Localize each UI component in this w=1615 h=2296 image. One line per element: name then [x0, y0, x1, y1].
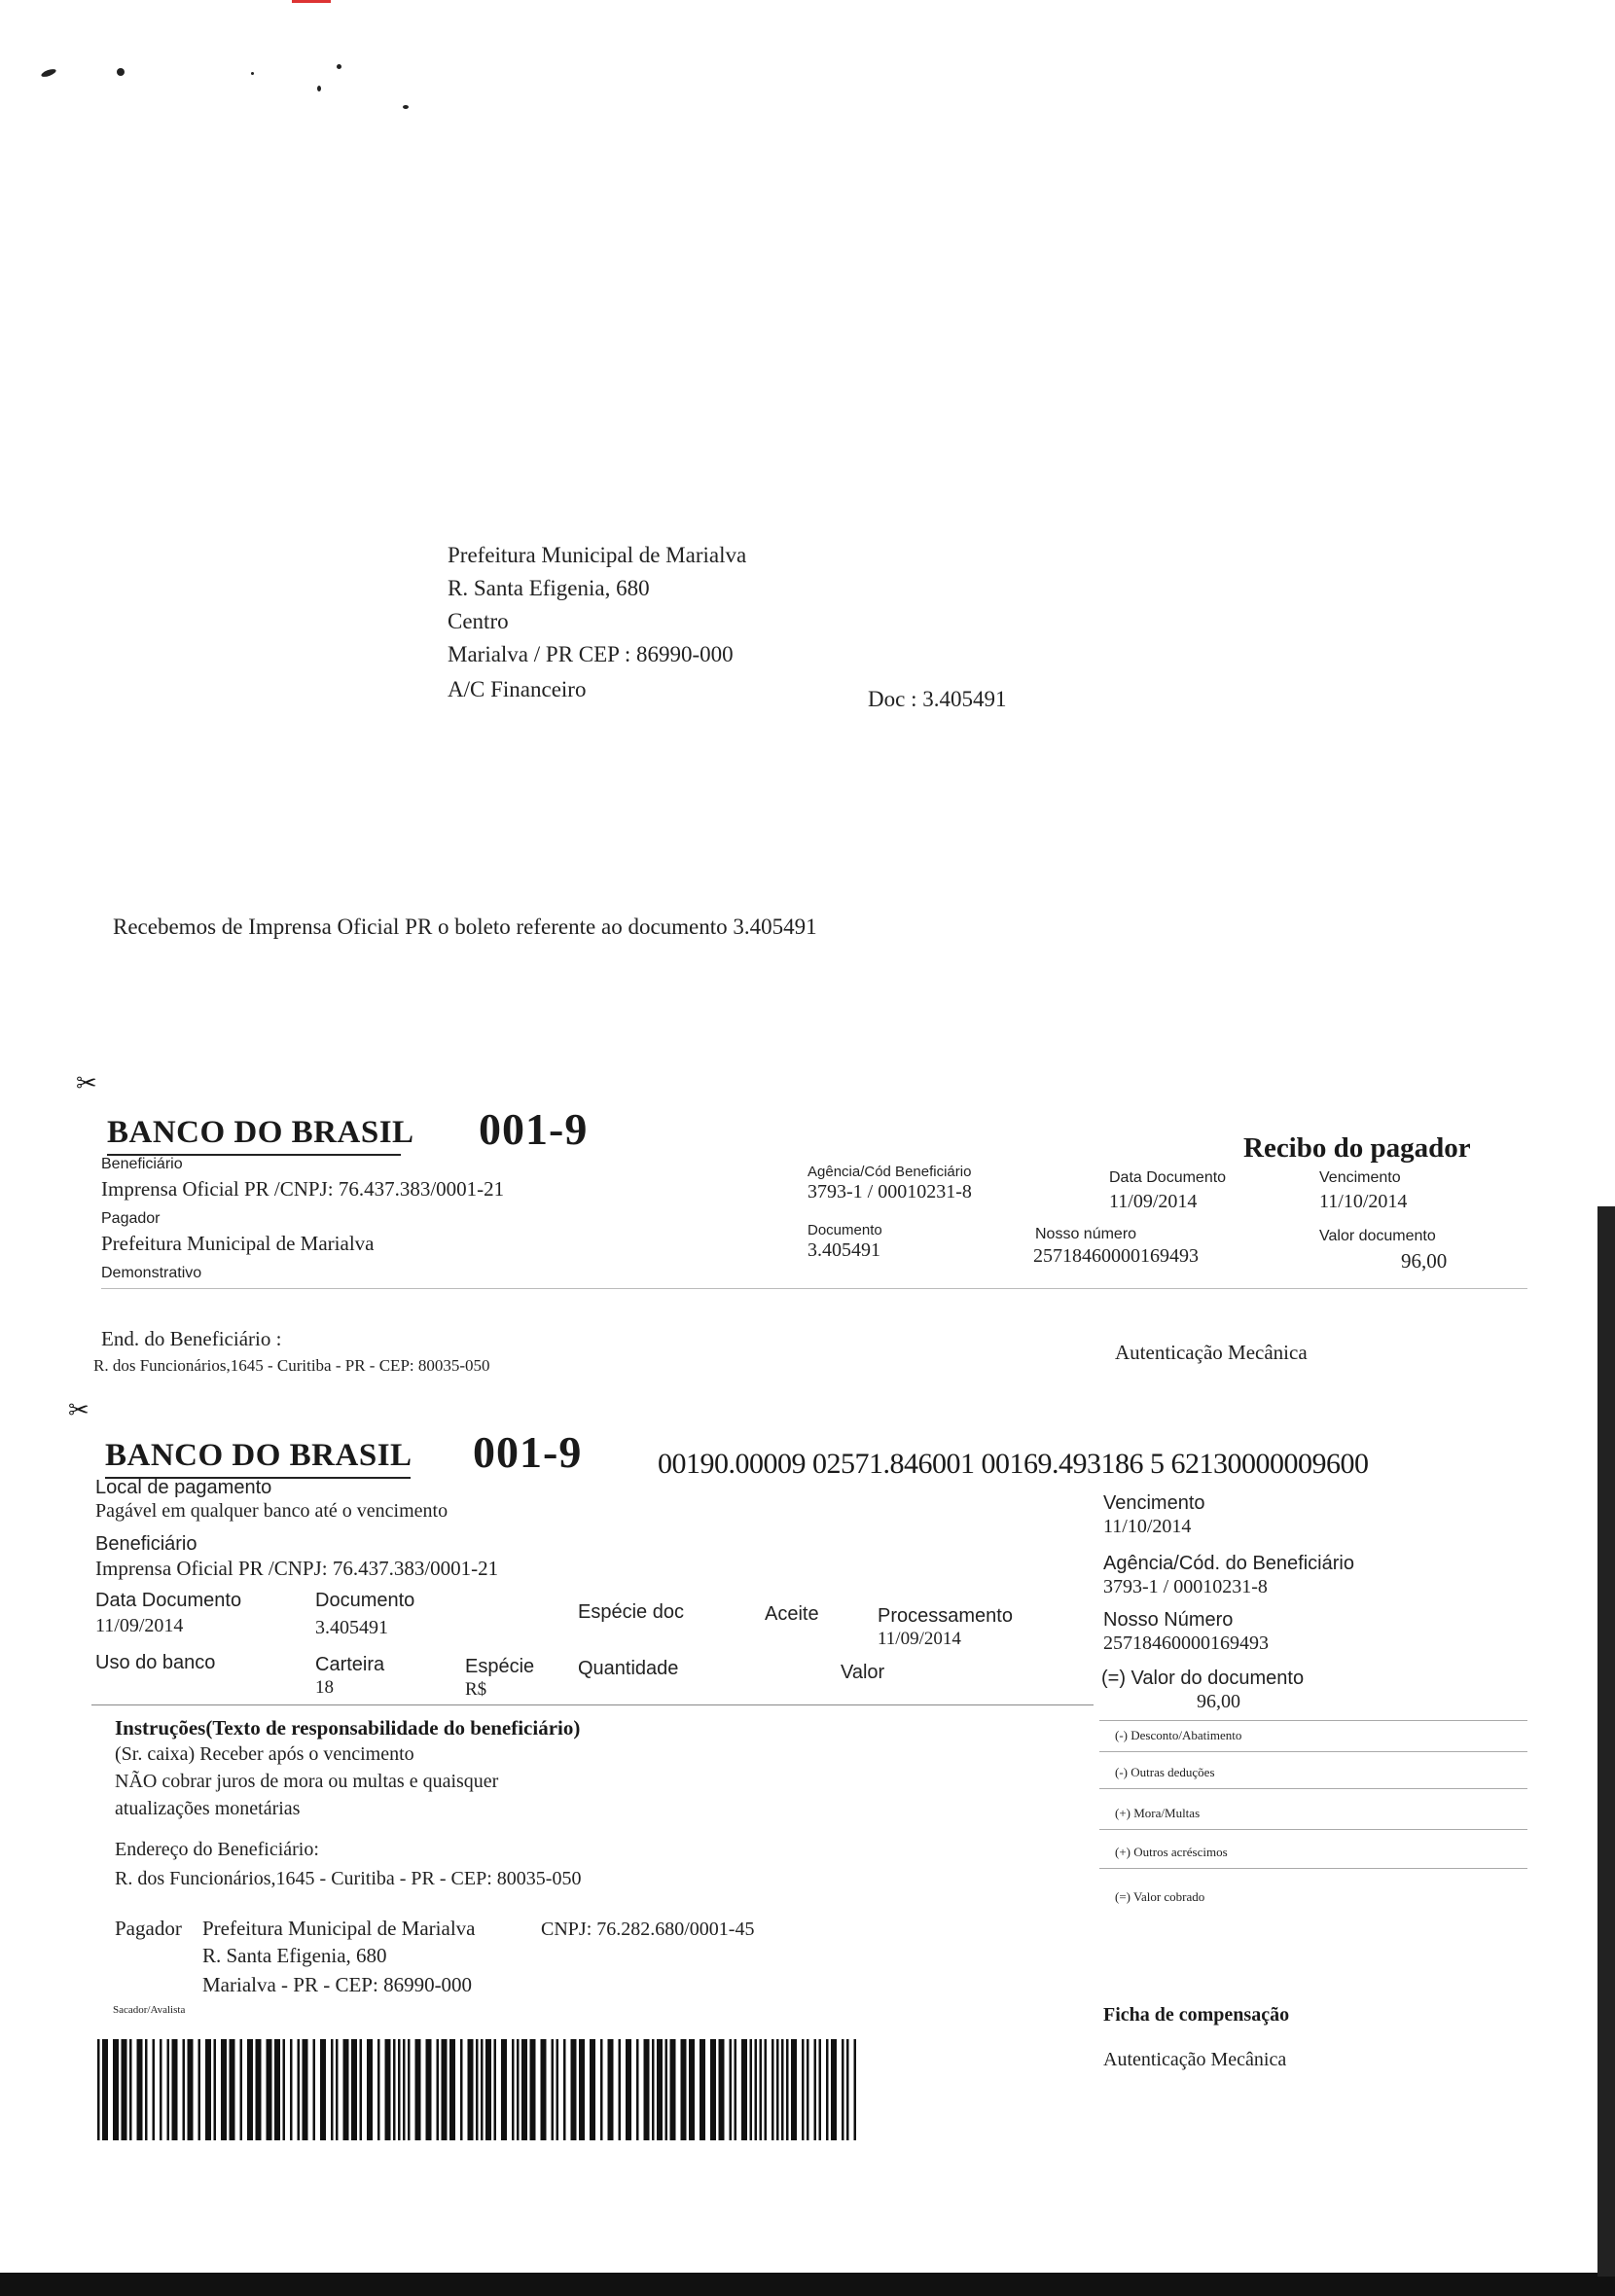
receipt-statement: Recebemos de Imprensa Oficial PR o boleto referente ao documento 3.405491 — [113, 915, 817, 939]
barcode-bar — [802, 2039, 805, 2140]
barcode-bar — [719, 2039, 725, 2140]
agencia-value: 3793-1 / 00010231-8 — [808, 1181, 972, 1202]
barcode-bar — [772, 2039, 774, 2140]
barcode-bar — [730, 2039, 733, 2140]
divider — [101, 1288, 1527, 1289]
scan-mark — [337, 64, 341, 69]
barcode-bar — [385, 2039, 391, 2140]
barcode-bar — [247, 2039, 253, 2140]
nosso-numero-label: Nosso Número — [1103, 1609, 1234, 1631]
barcode-bar — [351, 2039, 357, 2140]
beneficiario-value: Imprensa Oficial PR /CNPJ: 76.437.383/0001-21 — [101, 1177, 505, 1201]
scan-border — [0, 2273, 1615, 2296]
bank-name: BANCO DO BRASIL — [105, 1438, 413, 1473]
scissors-icon: ✂ — [76, 1068, 97, 1097]
barcode-bar — [403, 2039, 406, 2140]
pagador-cnpj: CNPJ: 76.282.680/0001-45 — [541, 1919, 755, 1940]
barcode-bar — [781, 2039, 784, 2140]
barcode-bar — [298, 2039, 301, 2140]
barcode-bar — [367, 2039, 373, 2140]
barcode-bar — [481, 2039, 484, 2140]
valor-documento-value: 96,00 — [1197, 1691, 1240, 1712]
barcode-bar — [826, 2039, 829, 2140]
local-pagamento-value: Pagável em qualquer banco até o vencimento — [95, 1500, 449, 1522]
beneficiario-label: Beneficiário — [101, 1156, 183, 1172]
endereco-label: Endereço do Beneficiário: — [115, 1839, 319, 1860]
divider — [91, 1704, 1094, 1705]
address-doc: Doc : 3.405491 — [868, 687, 1007, 711]
barcode-bar — [517, 2039, 520, 2140]
pagador-line-3: Marialva - PR - CEP: 86990-000 — [202, 1973, 473, 1996]
barcode-bar — [652, 2039, 655, 2140]
valor-documento-value: 96,00 — [1401, 1249, 1448, 1273]
address-line-4: Marialva / PR CEP : 86990-000 — [448, 642, 734, 666]
barcode-bar — [501, 2039, 507, 2140]
barcode-bar — [476, 2039, 479, 2140]
demonstrativo-label: Demonstrativo — [101, 1265, 202, 1281]
barcode-bar — [331, 2039, 334, 2140]
especie-doc-label: Espécie doc — [578, 1601, 684, 1623]
barcode-bar — [665, 2039, 668, 2140]
barcode-bar — [636, 2039, 639, 2140]
especie-value: R$ — [465, 1679, 487, 1700]
barcode-bar — [814, 2039, 817, 2140]
barcode-bar — [700, 2039, 705, 2140]
documento-value: 3.405491 — [315, 1617, 388, 1638]
barcode-bar — [283, 2039, 286, 2140]
valor-label: Valor — [841, 1662, 885, 1683]
uso-banco-label: Uso do banco — [95, 1652, 216, 1673]
vencimento-value: 11/10/2014 — [1103, 1516, 1192, 1537]
barcode-bar — [755, 2039, 758, 2140]
barcode-bar — [415, 2039, 421, 2140]
barcode-bar — [122, 2039, 127, 2140]
agencia-label: Agência/Cód Beneficiário — [808, 1164, 972, 1180]
barcode-bar — [408, 2039, 411, 2140]
scan-border — [1597, 1206, 1615, 2277]
address-line-2: R. Santa Efigenia, 680 — [448, 576, 650, 600]
barcode — [97, 2039, 866, 2140]
barcode-bar — [343, 2039, 349, 2140]
especie-label: Espécie — [465, 1656, 535, 1677]
valor-documento-label: (=) Valor do documento — [1101, 1668, 1305, 1689]
barcode-bar — [819, 2039, 822, 2140]
desconto-label: (-) Desconto/Abatimento — [1115, 1728, 1242, 1742]
vencimento-value: 11/10/2014 — [1319, 1191, 1408, 1212]
barcode-bar — [776, 2039, 779, 2140]
barcode-bar — [741, 2039, 747, 2140]
barcode-bar — [468, 2039, 474, 2140]
barcode-bar — [760, 2039, 763, 2140]
barcode-bar — [530, 2039, 536, 2140]
pagador-line-1: Prefeitura Municipal de Marialva — [202, 1917, 476, 1940]
sacador-avalista-label: Sacador/Avalista — [113, 2004, 186, 2016]
barcode-bar — [600, 2039, 603, 2140]
barcode-bar — [313, 2039, 316, 2140]
barcode-bar — [336, 2039, 339, 2140]
barcode-bar — [377, 2039, 380, 2140]
barcode-bar — [274, 2039, 280, 2140]
bank-code: 001-9 — [479, 1104, 589, 1154]
address-line-3: Centro — [448, 609, 509, 633]
divider — [1099, 1720, 1527, 1721]
barcode-bar — [188, 2039, 194, 2140]
outras-deducoes-label: (-) Outras deduções — [1115, 1765, 1215, 1779]
nosso-numero-value: 25718460000169493 — [1033, 1245, 1199, 1267]
nosso-numero-value: 25718460000169493 — [1103, 1632, 1269, 1654]
scissors-icon: ✂ — [68, 1395, 90, 1424]
barcode-bar — [541, 2039, 547, 2140]
bank-code: 001-9 — [473, 1427, 583, 1477]
instrucoes-line-2: NÃO cobrar juros de mora ou multas e quaisquer — [115, 1771, 499, 1792]
vencimento-label: Vencimento — [1319, 1169, 1401, 1186]
barcode-bar — [791, 2039, 797, 2140]
instrucoes-line-3: atualizações monetárias — [115, 1798, 301, 1819]
barcode-bar — [689, 2039, 695, 2140]
carteira-value: 18 — [315, 1677, 334, 1698]
nosso-numero-label: Nosso número — [1035, 1226, 1137, 1242]
quantidade-label: Quantidade — [578, 1658, 679, 1679]
barcode-bar — [172, 2039, 178, 2140]
scan-mark — [40, 67, 56, 78]
valor-cobrado-label: (=) Valor cobrado — [1115, 1889, 1205, 1904]
mora-multas-label: (+) Mora/Multas — [1115, 1806, 1201, 1820]
barcode-bar — [644, 2039, 650, 2140]
vencimento-label: Vencimento — [1103, 1492, 1205, 1514]
data-documento-value: 11/09/2014 — [1109, 1191, 1198, 1212]
barcode-bar — [735, 2039, 737, 2140]
barcode-bar — [626, 2039, 631, 2140]
documento-label: Documento — [315, 1590, 415, 1611]
barcode-bar — [579, 2039, 585, 2140]
barcode-bar — [854, 2039, 857, 2140]
barcode-bar — [786, 2039, 789, 2140]
scan-mark — [317, 86, 321, 91]
barcode-bar — [619, 2039, 622, 2140]
barcode-bar — [137, 2039, 143, 2140]
end-beneficiario-value: R. dos Funcionários,1645 - Curitiba - PR - CEP: 80035-050 — [93, 1356, 490, 1375]
barcode-bar — [160, 2039, 162, 2140]
scan-mark — [292, 0, 331, 3]
barcode-bar — [183, 2039, 186, 2140]
barcode-bar — [485, 2039, 491, 2140]
endereco-value: R. dos Funcionários,1645 - Curitiba - PR - CEP: 80035-050 — [115, 1868, 582, 1889]
pagador-label: Pagador — [101, 1210, 161, 1227]
barcode-bar — [563, 2039, 566, 2140]
barcode-bar — [521, 2039, 527, 2140]
beneficiario-value: Imprensa Oficial PR /CNPJ: 76.437.383/0001-21 — [95, 1557, 499, 1580]
barcode-bar — [393, 2039, 396, 2140]
barcode-bar — [442, 2039, 448, 2140]
divider — [1099, 1751, 1527, 1752]
barcode-bar — [398, 2039, 401, 2140]
barcode-bar — [846, 2039, 849, 2140]
barcode-bar — [145, 2039, 148, 2140]
barcode-bar — [494, 2039, 497, 2140]
data-documento-value: 11/09/2014 — [95, 1615, 184, 1636]
instrucoes-title: Instruções(Texto de responsabilidade do beneficiário) — [115, 1716, 581, 1740]
barcode-bar — [97, 2039, 100, 2140]
ficha-title: Ficha de compensação — [1103, 2004, 1290, 2026]
barcode-bar — [831, 2039, 837, 2140]
outros-acrescimos-label: (+) Outros acréscimos — [1115, 1845, 1228, 1859]
divider — [1099, 1868, 1527, 1869]
autenticacao-mecanica: Autenticação Mecânica — [1103, 2049, 1287, 2070]
barcode-bar — [303, 2039, 308, 2140]
barcode-bar — [320, 2039, 326, 2140]
barcode-bar — [360, 2039, 363, 2140]
processamento-label: Processamento — [878, 1605, 1013, 1627]
barcode-bar — [681, 2039, 687, 2140]
barcode-bar — [657, 2039, 663, 2140]
barcode-bar — [214, 2039, 217, 2140]
divider — [1099, 1788, 1527, 1789]
barcode-bar — [750, 2039, 753, 2140]
barcode-bar — [230, 2039, 235, 2140]
scan-mark — [251, 72, 254, 75]
recibo-title: Recibo do pagador — [1243, 1132, 1471, 1164]
barcode-bar — [290, 2039, 293, 2140]
autenticacao-mecanica: Autenticação Mecânica — [1115, 1341, 1308, 1364]
instrucoes-line-1: (Sr. caixa) Receber após o vencimento — [115, 1743, 414, 1765]
barcode-bar — [198, 2039, 201, 2140]
carteira-label: Carteira — [315, 1654, 385, 1675]
barcode-bar — [710, 2039, 716, 2140]
barcode-bar — [205, 2039, 211, 2140]
barcode-bar — [552, 2039, 555, 2140]
agencia-value: 3793-1 / 00010231-8 — [1103, 1576, 1268, 1597]
barcode-bar — [608, 2039, 614, 2140]
barcode-bar — [113, 2039, 119, 2140]
barcode-bar — [240, 2039, 243, 2140]
address-line-5: A/C Financeiro — [448, 677, 587, 701]
barcode-bar — [437, 2039, 440, 2140]
barcode-bar — [129, 2039, 132, 2140]
divider — [1099, 1829, 1527, 1830]
barcode-bar — [590, 2039, 595, 2140]
beneficiario-label: Beneficiário — [95, 1533, 197, 1555]
barcode-bar — [842, 2039, 844, 2140]
data-documento-label: Data Documento — [1109, 1169, 1227, 1186]
documento-value: 3.405491 — [808, 1239, 880, 1261]
data-documento-label: Data Documento — [95, 1590, 242, 1611]
pagador-value: Prefeitura Municipal de Marialva — [101, 1232, 375, 1255]
end-beneficiario-label: End. do Beneficiário : — [101, 1327, 282, 1350]
barcode-bar — [460, 2039, 463, 2140]
barcode-bar — [449, 2039, 455, 2140]
valor-documento-label: Valor documento — [1319, 1228, 1436, 1244]
local-pagamento-label: Local de pagamento — [95, 1477, 272, 1498]
barcode-bar — [267, 2039, 272, 2140]
barcode-bar — [167, 2039, 170, 2140]
processamento-value: 11/09/2014 — [878, 1629, 961, 1649]
barcode-bar — [765, 2039, 768, 2140]
barcode-bar — [670, 2039, 676, 2140]
barcode-bar — [571, 2039, 577, 2140]
documento-label: Documento — [808, 1222, 882, 1238]
agencia-label: Agência/Cód. do Beneficiário — [1103, 1553, 1354, 1574]
barcode-bar — [153, 2039, 156, 2140]
barcode-bar — [556, 2039, 559, 2140]
barcode-bar — [102, 2039, 108, 2140]
scan-mark — [117, 68, 125, 76]
address-line-1: Prefeitura Municipal de Marialva — [448, 543, 747, 567]
scan-mark — [403, 105, 409, 109]
barcode-bar — [256, 2039, 262, 2140]
aceite-label: Aceite — [765, 1603, 819, 1625]
linha-digitavel: 00190.00009 02571.846001 00169.493186 5 62130000009600 — [658, 1448, 1369, 1480]
barcode-bar — [426, 2039, 432, 2140]
pagador-line-2: R. Santa Efigenia, 680 — [202, 1944, 387, 1967]
pagador-label: Pagador — [115, 1917, 182, 1940]
bank-name: BANCO DO BRASIL — [107, 1115, 414, 1150]
barcode-bar — [512, 2039, 515, 2140]
barcode-bar — [807, 2039, 809, 2140]
barcode-bar — [221, 2039, 227, 2140]
